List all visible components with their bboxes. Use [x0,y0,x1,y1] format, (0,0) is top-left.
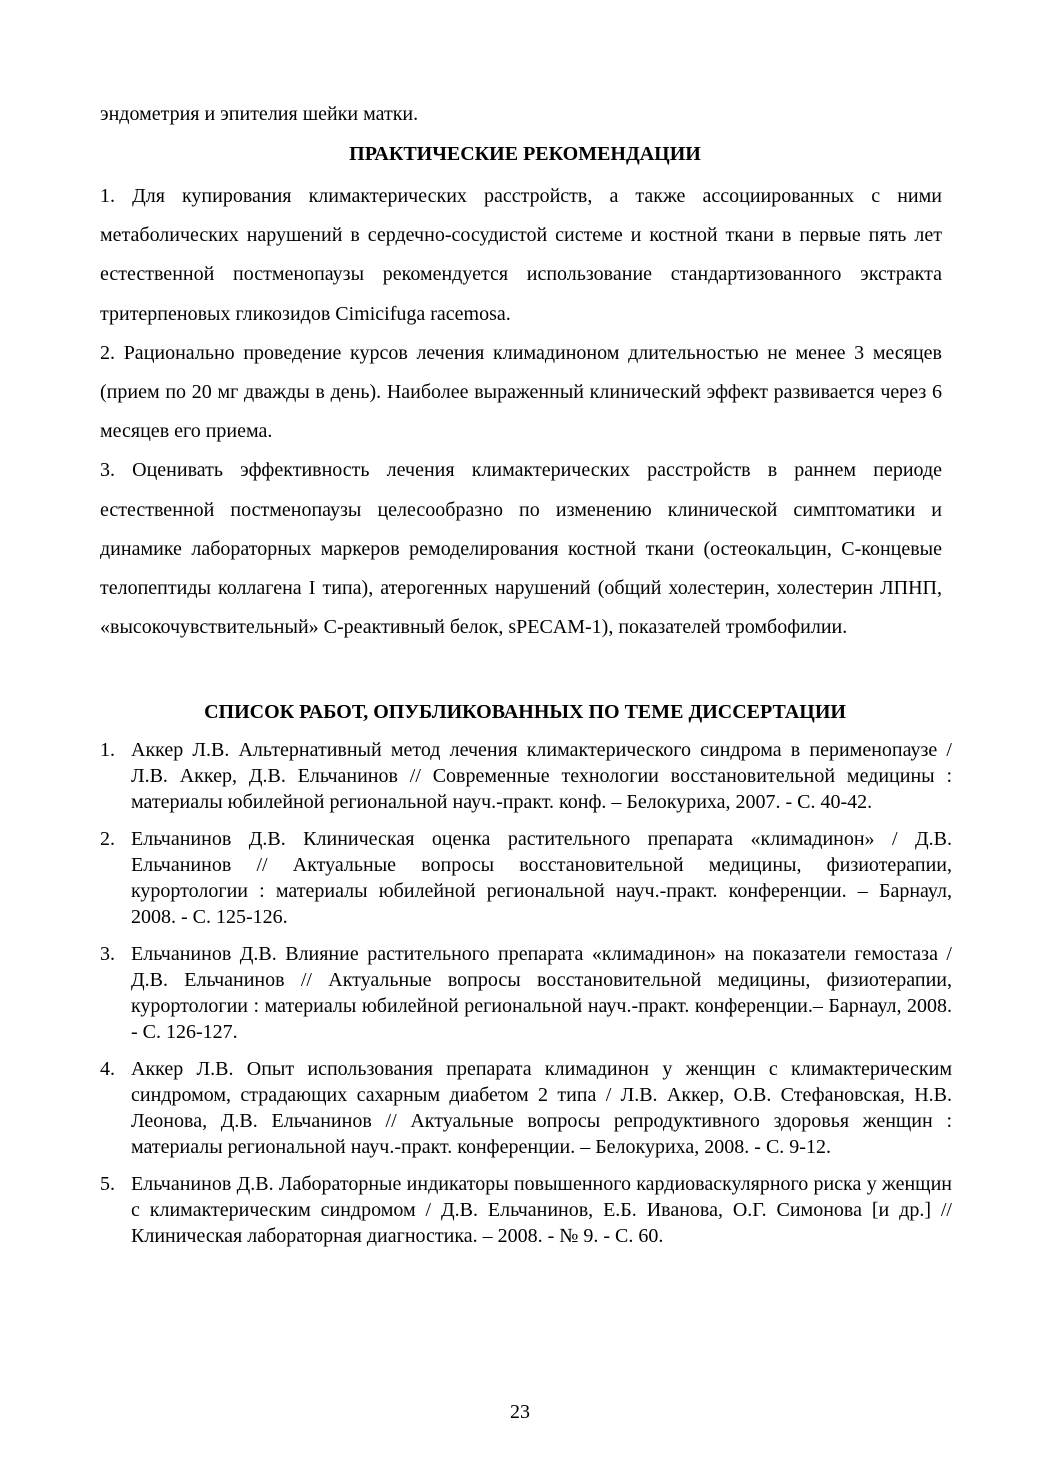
publication-text: Аккер Л.В. Альтернативный метод лечения климактерического синдрома в перименопаузе / Л.В. Аккер, Д.В. Ельчанинов // Современные технологии восстановительной медицины : материалы юбилейной региональной науч.-практ. конф. – Белокуриха, 2007. - С. 40-42. [131,739,952,813]
publication-number: 5. [100,1173,115,1195]
publication-text: Аккер Л.В. Опыт использования препарата климадинон у женщин с климактерическим синдромом, страдающих сахарным диабетом 2 типа / Л.В. Аккер, О.В. Стефановская, Н.В. Леонова, Д.В. Ельчанинов // Актуальные вопросы репродуктивного здоровья женщин : материалы региональной науч.-практ. конференции. – Белокуриха, 2008. - С. 9-12. [131,1058,952,1158]
recommendation-item: 2. Рационально проведение курсов лечения климадиноном длительностью не менее 3 месяцев (прием по 20 мг дважды в день). Наиболее выраженный клинический эффект развивается через 6 месяцев его приема. [100,341,942,443]
publications-heading: СПИСОК РАБОТ, ОПУБЛИКОВАННЫХ ПО ТЕМЕ ДИССЕРТАЦИИ [204,701,846,723]
publication-item [100,1171,952,1249]
recommendation-item: 3. Оценивать эффективность лечения климактерических расстройств в раннем периоде естественной постменопаузы целесообразно по изменению клинической симптоматики и динамике лабораторных маркеров ремоделирования костной ткани (остеокальцин, С-концевые телопептиды коллагена I типа), атерогенных нарушений (общий холестерин, холестерин ЛПНП, «высокочувствительный» С-реактивный белок, sPECAM-1), показателей тромбофилии. [100,459,942,639]
publication-item [100,826,952,930]
publication-text: Ельчанинов Д.В. Лабораторные индикаторы повышенного кардиоваскулярного риска у женщин с климактерическим синдромом / Д.В. Ельчанинов, Е.Б. Иванова, О.Г. Симонова [и др.] // Клиническая лабораторная диагностика. – 2008. - № 9. - С. 60. [131,1173,952,1247]
publication-number: 4. [100,1058,115,1080]
page-number: 23 [510,1401,530,1423]
publications-list [100,737,952,1260]
recommendations-heading: ПРАКТИЧЕСКИЕ РЕКОМЕНДАЦИИ [349,143,701,165]
publication-number: 1. [100,739,115,761]
publication-text: Ельчанинов Д.В. Влияние растительного препарата «климадинон» на показатели гемостаза / Д.В. Ельчанинов // Актуальные вопросы восстановительной медицины, физиотерапии, курортологии : материалы юбилейной региональной науч.-практ. конференции.– Барнаул, 2008. - С. 126-127. [131,943,952,1043]
publication-item [100,941,952,1045]
publication-item [100,1056,952,1160]
publication-text: Ельчанинов Д.В. Клиническая оценка растительного препарата «климадинон» / Д.В. Ельчанинов // Актуальные вопросы восстановительной медицины, физиотерапии, курортологии : материалы юбилейной региональной науч.-практ. конференции. – Барнаул, 2008. - С. 125-126. [131,828,952,928]
recommendations-list [100,177,942,647]
intro-line: эндометрия и эпителия шейки матки. [100,103,419,125]
recommendation-item: 1. Для купирования климактерических расстройств, а также ассоциированных с ними метаболических нарушений в сердечно-сосудистой системе и костной ткани в первые пять лет естественной постменопаузы рекомендуется использование стандартизованного экстракта тритерпеновых гликозидов Cimicifuga racemosa. [100,185,942,325]
publication-number: 2. [100,828,115,850]
publication-number: 3. [100,943,115,965]
publication-item [100,737,952,815]
